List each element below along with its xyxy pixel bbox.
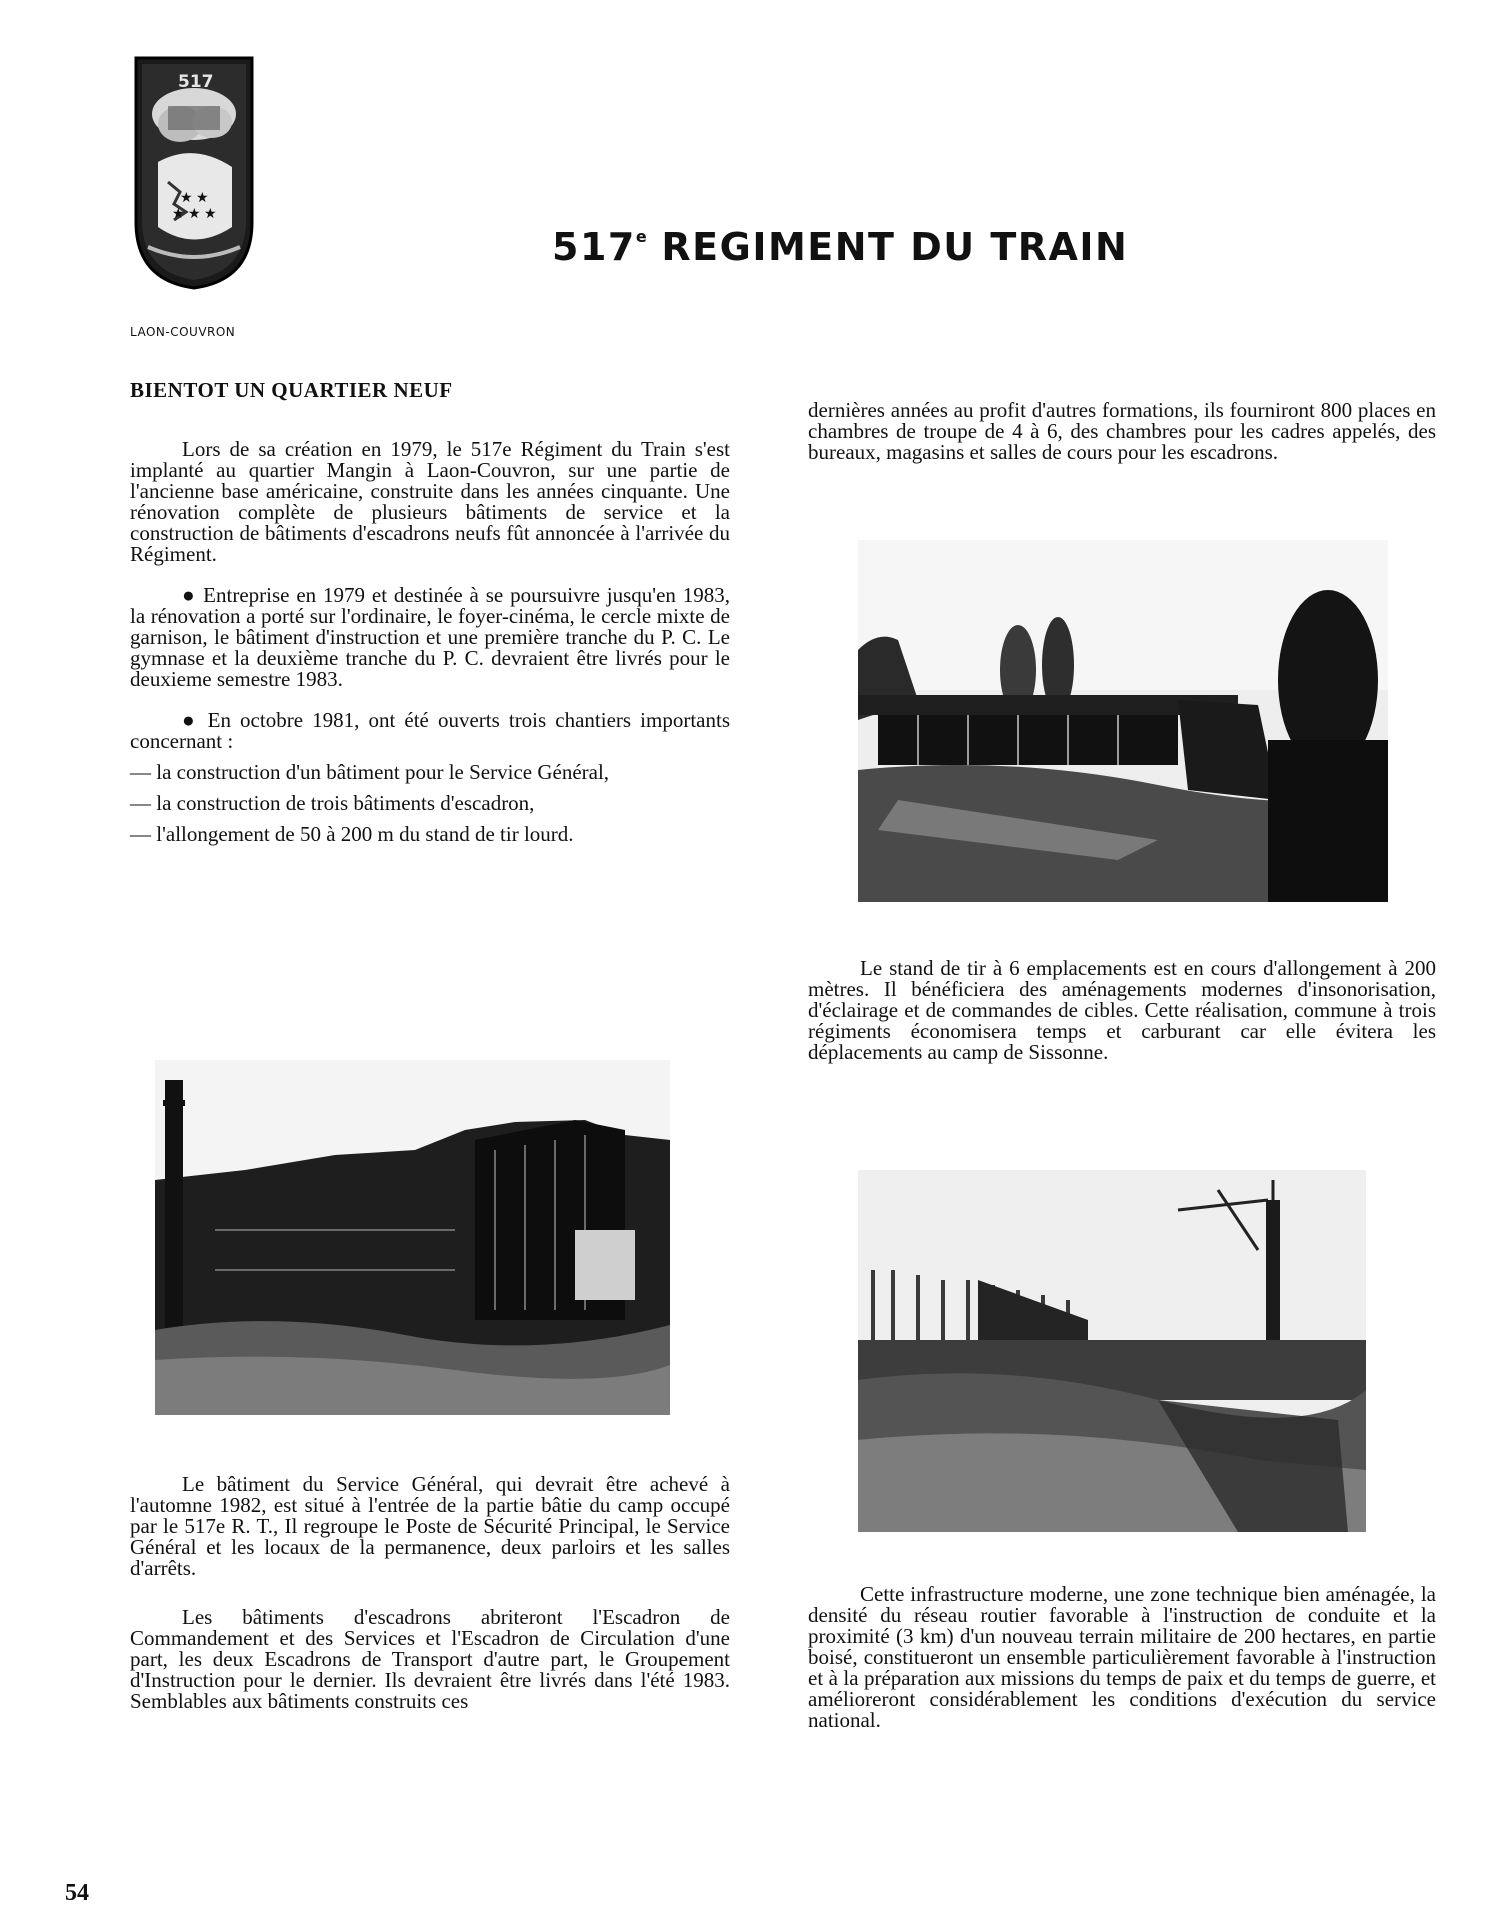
right-column-top: [808, 400, 1436, 463]
regiment-insignia: [128, 52, 260, 290]
right-column-bottom: [808, 1584, 1436, 1731]
page-title: [552, 225, 1128, 269]
title-superscript: e: [635, 227, 647, 246]
paragraph: Les bâtiments d'escadrons abriteront l'Escadron de Commandement et des Services et l'Escadron de Circulation d'une part, les deux Escadrons de Transport d'autre part, le Groupement d'Instruction pour le dernier. Ils devraient être livrés dans l'été 1983. Semblables aux bâtiments construits ces: [130, 1605, 730, 1713]
section-heading: BIENTOT UN QUARTIER NEUF: [130, 378, 453, 402]
page-number: 54: [65, 1880, 89, 1906]
right-column-middle: [808, 958, 1436, 1063]
svg-text:★: ★: [180, 190, 193, 206]
photo-service-general-building: [155, 1060, 670, 1415]
place-label: LAON-COUVRON: [130, 325, 236, 339]
paragraph: Cette infrastructure moderne, une zone technique bien aménagée, la densité du réseau routier favorable à l'instruction de conduite et la proximité (3 km) d'un nouveau terrain militaire de 200 hectares, en partie boisé, constitueront un ensemble particulièrement favorable à l'instruction et à la préparation aux missions du temps de paix et du temps de guerre, et amélioreront considérablement les conditions d'exécution du service national.: [808, 1582, 1436, 1732]
photo-escadron-construction: [858, 1170, 1366, 1532]
list-item-text: l'allongement de 50 à 200 m du stand de tir lourd.: [156, 822, 574, 846]
paragraph-text: En octobre 1981, ont été ouverts trois chantiers importants concernant :: [130, 708, 730, 753]
paragraph: [130, 710, 730, 752]
title-number: 517: [552, 225, 636, 269]
paragraph: dernières années au profit d'autres formations, ils fourniront 800 places en chambres de troupe de 4 à 6, des chambres pour les cadres appelés, des bureaux, magasins et salles de cours pour les escadrons.: [808, 398, 1436, 464]
dash-icon: —: [130, 760, 151, 784]
svg-text:★: ★: [196, 190, 209, 206]
list-item-text: la construction d'un bâtiment pour le Service Général,: [156, 760, 610, 784]
list-item: [130, 824, 730, 845]
dash-icon: —: [130, 822, 151, 846]
dash-icon: —: [130, 791, 151, 815]
paragraph-text: Entreprise en 1979 et destinée à se poursuivre jusqu'en 1983, la rénovation a porté sur l'ordinaire, le foyer-cinéma, le cercle mixte de garnison, le bâtiment d'instruction et une première tranche du P. C. Le gymnase et la deuxième tranche du P. C. devraient être livrés pour le deuxieme semestre 1983.: [130, 583, 730, 691]
paragraph: [130, 585, 730, 690]
left-column-top: [130, 380, 730, 845]
left-column-bottom: [130, 1474, 730, 1712]
svg-text:★: ★: [188, 206, 201, 222]
insignia-number: 517: [178, 72, 214, 92]
bullet-icon: ●: [182, 708, 199, 732]
list-item: [130, 762, 730, 783]
bullet-icon: ●: [182, 583, 197, 607]
paragraph: Le stand de tir à 6 emplacements est en cours d'allongement à 200 mètres. Il bénéficiera des aménagements modernes d'insonorisation, d'éclairage et de commandes de cibles. Cette réalisation, commune à trois régiments économisera temps et carburant car elle évitera les déplacements au camp de Sissonne.: [808, 956, 1436, 1064]
photo-shooting-range: [858, 540, 1388, 902]
paragraph: Lors de sa création en 1979, le 517e Régiment du Train s'est implanté au quartier Mangin à Laon-Couvron, sur une partie de l'ancienne base américaine, construite dans les années cinquante. Une rénovation complète de plusieurs bâtiments de service et la construction de bâtiments d'escadrons neufs fût annoncée à l'arrivée du Régiment.: [130, 437, 730, 566]
list-item: [130, 793, 730, 814]
list-item-text: la construction de trois bâtiments d'escadron,: [156, 791, 535, 815]
svg-text:★: ★: [204, 206, 217, 222]
paragraph: Le bâtiment du Service Général, qui devrait être achevé à l'automne 1982, est situé à l'entrée de la partie bâtie du camp occupé par le 517e R. T., Il regroupe le Poste de Sécurité Principal, le Service Général et les locaux de la permanence, deux parloirs et les salles d'arrêts.: [130, 1472, 730, 1580]
title-text: REGIMENT DU TRAIN: [661, 225, 1129, 269]
svg-text:★: ★: [172, 206, 185, 222]
